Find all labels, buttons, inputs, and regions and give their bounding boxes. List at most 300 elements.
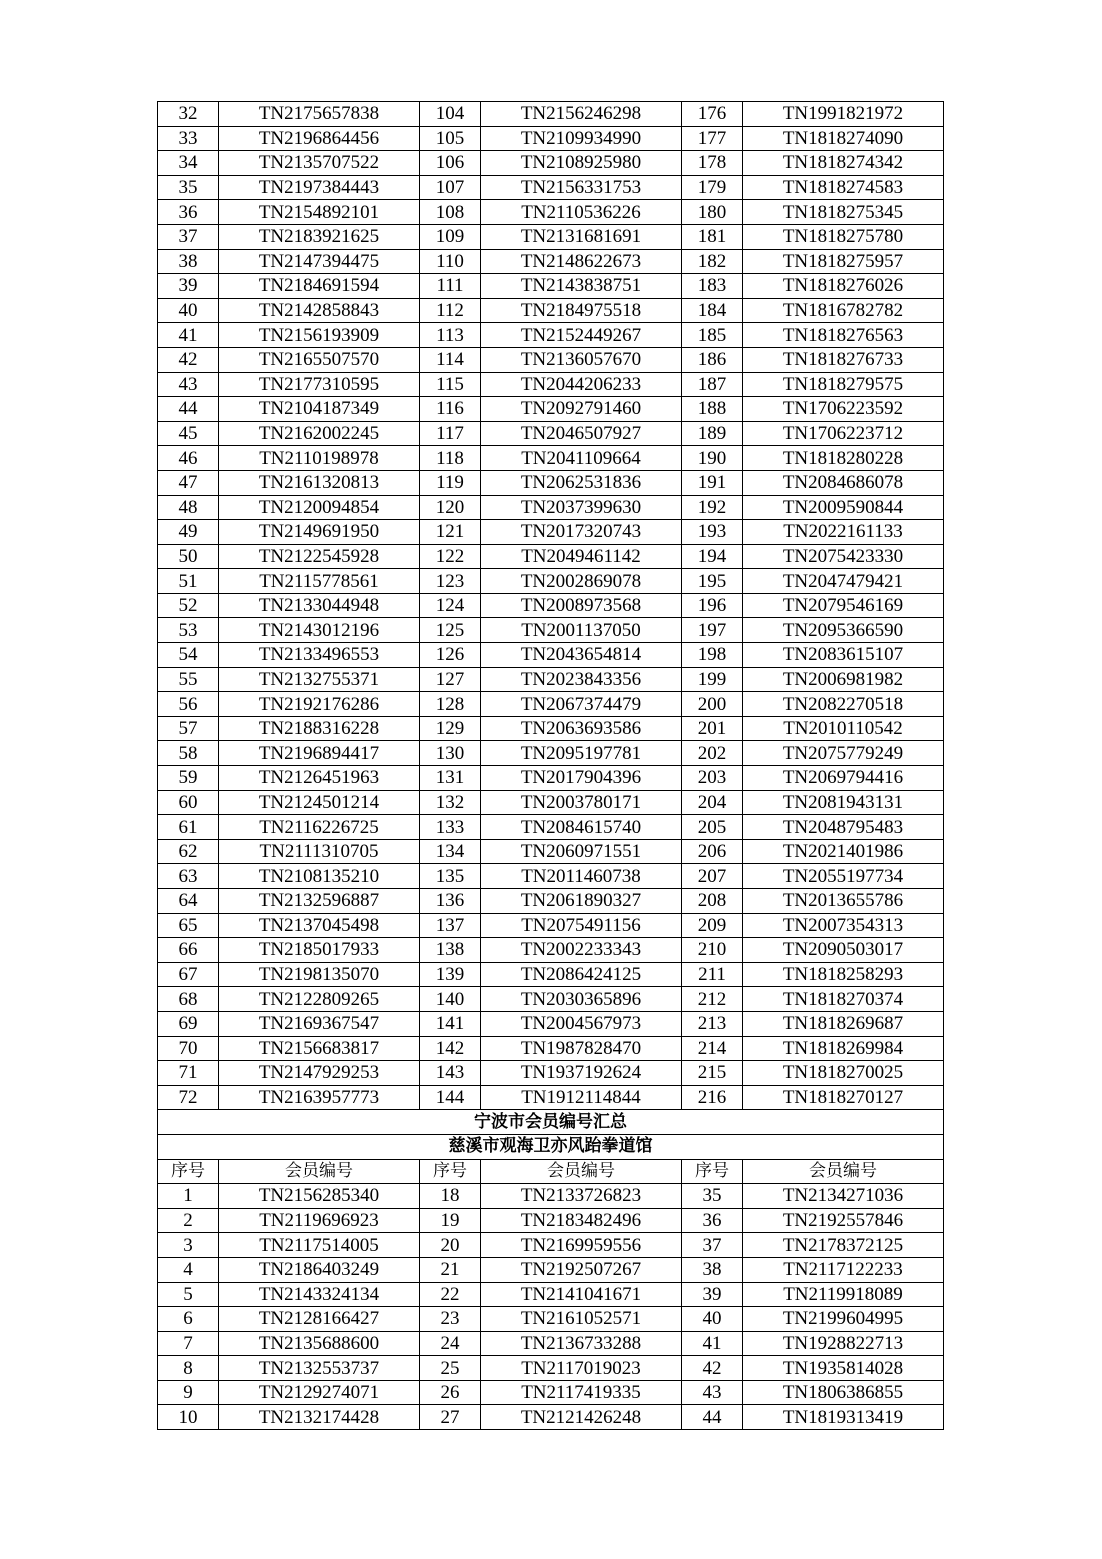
member-number-cell: TN2169959556 (481, 1233, 682, 1258)
member-number-cell: TN2030365896 (481, 987, 682, 1012)
member-number-cell: TN2095197781 (481, 741, 682, 766)
table-row (158, 667, 944, 692)
member-number-cell: TN1818275345 (743, 200, 944, 225)
seq-cell: 24 (420, 1331, 481, 1356)
seq-cell: 184 (682, 298, 743, 323)
member-number-cell: TN2002869078 (481, 569, 682, 594)
table-row (158, 1184, 944, 1209)
seq-cell: 139 (420, 962, 481, 987)
section-title-row (158, 1110, 944, 1135)
table-row (158, 102, 944, 127)
seq-cell: 45 (158, 421, 219, 446)
seq-cell: 199 (682, 667, 743, 692)
member-number-cell: TN2165507570 (219, 347, 420, 372)
table-row (158, 692, 944, 717)
header-seq: 序号 (158, 1159, 219, 1184)
member-number-cell: TN2132174428 (219, 1405, 420, 1430)
table-row (158, 175, 944, 200)
seq-cell: 19 (420, 1208, 481, 1233)
seq-cell: 112 (420, 298, 481, 323)
member-number-cell: TN2183921625 (219, 224, 420, 249)
seq-cell: 216 (682, 1085, 743, 1110)
seq-cell: 182 (682, 249, 743, 274)
seq-cell: 197 (682, 618, 743, 643)
member-number-cell: TN2126451963 (219, 766, 420, 791)
member-number-cell: TN2154892101 (219, 200, 420, 225)
seq-cell: 189 (682, 421, 743, 446)
member-number-cell: TN2110198978 (219, 446, 420, 471)
table-row (158, 397, 944, 422)
member-number-cell: TN2124501214 (219, 790, 420, 815)
seq-cell: 58 (158, 741, 219, 766)
member-number-cell: TN2188316228 (219, 716, 420, 741)
member-number-cell: TN2133726823 (481, 1184, 682, 1209)
seq-cell: 119 (420, 470, 481, 495)
seq-cell: 111 (420, 274, 481, 299)
table-row (158, 372, 944, 397)
member-number-cell: TN2122545928 (219, 544, 420, 569)
seq-cell: 38 (682, 1257, 743, 1282)
seq-cell: 32 (158, 102, 219, 127)
member-number-cell: TN2152449267 (481, 323, 682, 348)
member-number-cell: TN2009590844 (743, 495, 944, 520)
member-number-cell: TN2007354313 (743, 913, 944, 938)
table-row (158, 643, 944, 668)
table-row (158, 913, 944, 938)
seq-cell: 50 (158, 544, 219, 569)
member-number-cell: TN2148622673 (481, 249, 682, 274)
seq-cell: 70 (158, 1036, 219, 1061)
member-number-cell: TN2001137050 (481, 618, 682, 643)
table-body-continued (158, 102, 944, 1110)
seq-cell: 1 (158, 1184, 219, 1209)
member-number-cell: TN2075779249 (743, 741, 944, 766)
seq-cell: 138 (420, 938, 481, 963)
seq-cell: 107 (420, 175, 481, 200)
seq-cell: 120 (420, 495, 481, 520)
seq-cell: 46 (158, 446, 219, 471)
seq-cell: 131 (420, 766, 481, 791)
member-number-cell: TN2192176286 (219, 692, 420, 717)
table-row (158, 520, 944, 545)
member-number-cell: TN2117122233 (743, 1257, 944, 1282)
member-number-cell: TN2169367547 (219, 1011, 420, 1036)
seq-cell: 141 (420, 1011, 481, 1036)
seq-cell: 35 (682, 1184, 743, 1209)
seq-cell: 209 (682, 913, 743, 938)
seq-cell: 60 (158, 790, 219, 815)
seq-cell: 38 (158, 249, 219, 274)
member-number-cell: TN1912114844 (481, 1085, 682, 1110)
seq-cell: 48 (158, 495, 219, 520)
seq-cell: 208 (682, 889, 743, 914)
seq-cell: 132 (420, 790, 481, 815)
member-number-cell: TN2069794416 (743, 766, 944, 791)
seq-cell: 118 (420, 446, 481, 471)
member-number-cell: TN2111310705 (219, 839, 420, 864)
table-row (158, 1405, 944, 1430)
section-subtitle-row (158, 1134, 944, 1159)
seq-cell: 54 (158, 643, 219, 668)
seq-cell: 41 (158, 323, 219, 348)
seq-cell: 36 (158, 200, 219, 225)
seq-cell: 203 (682, 766, 743, 791)
section-header (158, 1110, 944, 1184)
seq-cell: 210 (682, 938, 743, 963)
seq-cell: 21 (420, 1257, 481, 1282)
seq-cell: 215 (682, 1061, 743, 1086)
member-number-cell: TN2128166427 (219, 1307, 420, 1332)
seq-cell: 207 (682, 864, 743, 889)
seq-cell: 122 (420, 544, 481, 569)
member-number-cell: TN2184975518 (481, 298, 682, 323)
seq-cell: 206 (682, 839, 743, 864)
member-number-cell: TN2081943131 (743, 790, 944, 815)
seq-cell: 194 (682, 544, 743, 569)
member-number-cell: TN2055197734 (743, 864, 944, 889)
seq-cell: 40 (158, 298, 219, 323)
member-number-cell: TN2192557846 (743, 1208, 944, 1233)
member-number-cell: TN2082270518 (743, 692, 944, 717)
seq-cell: 204 (682, 790, 743, 815)
seq-cell: 196 (682, 593, 743, 618)
table-row (158, 864, 944, 889)
table-row (158, 1307, 944, 1332)
member-number-cell: TN2137045498 (219, 913, 420, 938)
table-row (158, 421, 944, 446)
seq-cell: 186 (682, 347, 743, 372)
table-row (158, 1233, 944, 1258)
seq-cell: 212 (682, 987, 743, 1012)
member-number-cell: TN1818274583 (743, 175, 944, 200)
member-number-cell: TN2117514005 (219, 1233, 420, 1258)
seq-cell: 179 (682, 175, 743, 200)
seq-cell: 39 (682, 1282, 743, 1307)
member-number-cell: TN1818279575 (743, 372, 944, 397)
seq-cell: 4 (158, 1257, 219, 1282)
member-number-cell: TN1987828470 (481, 1036, 682, 1061)
member-number-cell: TN2086424125 (481, 962, 682, 987)
seq-cell: 10 (158, 1405, 219, 1430)
member-number-cell: TN2011460738 (481, 864, 682, 889)
seq-cell: 192 (682, 495, 743, 520)
seq-cell: 190 (682, 446, 743, 471)
seq-cell: 63 (158, 864, 219, 889)
member-number-cell: TN2133496553 (219, 643, 420, 668)
table-row (158, 544, 944, 569)
member-number-cell: TN2083615107 (743, 643, 944, 668)
table-row (158, 1085, 944, 1110)
seq-cell: 37 (158, 224, 219, 249)
seq-cell: 108 (420, 200, 481, 225)
seq-cell: 104 (420, 102, 481, 127)
seq-cell: 202 (682, 741, 743, 766)
member-number-cell: TN2084615740 (481, 815, 682, 840)
member-number-cell: TN1935814028 (743, 1356, 944, 1381)
member-number-cell: TN2043654814 (481, 643, 682, 668)
member-number-cell: TN2017320743 (481, 520, 682, 545)
seq-cell: 136 (420, 889, 481, 914)
member-number-cell: TN1928822713 (743, 1331, 944, 1356)
member-number-cell: TN2122809265 (219, 987, 420, 1012)
seq-cell: 51 (158, 569, 219, 594)
seq-cell: 183 (682, 274, 743, 299)
member-number-cell: TN1818274342 (743, 151, 944, 176)
member-number-cell: TN2044206233 (481, 372, 682, 397)
seq-cell: 201 (682, 716, 743, 741)
column-header-row (158, 1159, 944, 1184)
seq-cell: 59 (158, 766, 219, 791)
seq-cell: 181 (682, 224, 743, 249)
seq-cell: 62 (158, 839, 219, 864)
table-row (158, 815, 944, 840)
seq-cell: 53 (158, 618, 219, 643)
seq-cell: 129 (420, 716, 481, 741)
table-row (158, 593, 944, 618)
table-row (158, 446, 944, 471)
header-member-no: 会员编号 (743, 1159, 944, 1184)
seq-cell: 35 (158, 175, 219, 200)
table-row (158, 323, 944, 348)
member-number-cell: TN1991821972 (743, 102, 944, 127)
table-row (158, 126, 944, 151)
member-number-cell: TN2156246298 (481, 102, 682, 127)
member-number-cell: TN2136057670 (481, 347, 682, 372)
member-number-cell: TN2184691594 (219, 274, 420, 299)
seq-cell: 105 (420, 126, 481, 151)
member-number-cell: TN2108135210 (219, 864, 420, 889)
member-number-cell: TN2141041671 (481, 1282, 682, 1307)
member-number-cell: TN2090503017 (743, 938, 944, 963)
member-number-cell: TN2161320813 (219, 470, 420, 495)
member-number-cell: TN1818276733 (743, 347, 944, 372)
seq-cell: 177 (682, 126, 743, 151)
member-number-cell: TN2196894417 (219, 741, 420, 766)
member-number-cell: TN2131681691 (481, 224, 682, 249)
member-number-cell: TN1937192624 (481, 1061, 682, 1086)
section-title: 宁波市会员编号汇总 (158, 1110, 944, 1135)
member-number-cell: TN2062531836 (481, 470, 682, 495)
table-row (158, 938, 944, 963)
table-row (158, 1208, 944, 1233)
member-number-cell: TN2156331753 (481, 175, 682, 200)
seq-cell: 55 (158, 667, 219, 692)
member-number-cell: TN2142858843 (219, 298, 420, 323)
seq-cell: 43 (682, 1380, 743, 1405)
seq-cell: 57 (158, 716, 219, 741)
seq-cell: 20 (420, 1233, 481, 1258)
member-number-cell: TN1818270127 (743, 1085, 944, 1110)
member-number-cell: TN1706223592 (743, 397, 944, 422)
header-member-no: 会员编号 (219, 1159, 420, 1184)
member-number-cell: TN2104187349 (219, 397, 420, 422)
member-number-cell: TN2084686078 (743, 470, 944, 495)
table-row (158, 1061, 944, 1086)
table-row (158, 987, 944, 1012)
member-number-cell: TN2156683817 (219, 1036, 420, 1061)
member-number-cell: TN1816782782 (743, 298, 944, 323)
seq-cell: 44 (682, 1405, 743, 1430)
member-number-cell: TN2017904396 (481, 766, 682, 791)
member-number-cell: TN2132553737 (219, 1356, 420, 1381)
member-number-cell: TN2013655786 (743, 889, 944, 914)
member-number-cell: TN2177310595 (219, 372, 420, 397)
seq-cell: 193 (682, 520, 743, 545)
member-number-cell: TN2079546169 (743, 593, 944, 618)
seq-cell: 8 (158, 1356, 219, 1381)
seq-cell: 36 (682, 1208, 743, 1233)
seq-cell: 117 (420, 421, 481, 446)
seq-cell: 214 (682, 1036, 743, 1061)
member-number-cell: TN2061890327 (481, 889, 682, 914)
member-number-table (157, 101, 944, 1430)
seq-cell: 185 (682, 323, 743, 348)
seq-cell: 47 (158, 470, 219, 495)
member-number-cell: TN2119918089 (743, 1282, 944, 1307)
seq-cell: 125 (420, 618, 481, 643)
member-number-cell: TN2022161133 (743, 520, 944, 545)
member-number-cell: TN2196864456 (219, 126, 420, 151)
member-number-cell: TN1818274090 (743, 126, 944, 151)
seq-cell: 187 (682, 372, 743, 397)
table-row (158, 151, 944, 176)
table-row (158, 224, 944, 249)
seq-cell: 42 (158, 347, 219, 372)
member-number-cell: TN2135707522 (219, 151, 420, 176)
table-row (158, 200, 944, 225)
member-number-cell: TN2003780171 (481, 790, 682, 815)
member-number-cell: TN1818275957 (743, 249, 944, 274)
member-number-cell: TN2183482496 (481, 1208, 682, 1233)
member-number-cell: TN2135688600 (219, 1331, 420, 1356)
member-number-document (157, 101, 943, 1430)
seq-cell: 6 (158, 1307, 219, 1332)
table-row (158, 1036, 944, 1061)
member-number-cell: TN2046507927 (481, 421, 682, 446)
member-number-cell: TN2048795483 (743, 815, 944, 840)
table-row (158, 274, 944, 299)
seq-cell: 211 (682, 962, 743, 987)
member-number-cell: TN2197384443 (219, 175, 420, 200)
member-number-cell: TN2063693586 (481, 716, 682, 741)
seq-cell: 71 (158, 1061, 219, 1086)
seq-cell: 72 (158, 1085, 219, 1110)
member-number-cell: TN2163957773 (219, 1085, 420, 1110)
member-number-cell: TN2095366590 (743, 618, 944, 643)
seq-cell: 40 (682, 1307, 743, 1332)
table-row (158, 766, 944, 791)
seq-cell: 41 (682, 1331, 743, 1356)
member-number-cell: TN2132755371 (219, 667, 420, 692)
table-row (158, 1356, 944, 1381)
table-row (158, 1011, 944, 1036)
member-number-cell: TN2136733288 (481, 1331, 682, 1356)
seq-cell: 109 (420, 224, 481, 249)
seq-cell: 33 (158, 126, 219, 151)
seq-cell: 49 (158, 520, 219, 545)
member-number-cell: TN2110536226 (481, 200, 682, 225)
table-row (158, 618, 944, 643)
member-number-cell: TN2002233343 (481, 938, 682, 963)
member-number-cell: TN2116226725 (219, 815, 420, 840)
member-number-cell: TN2198135070 (219, 962, 420, 987)
member-number-cell: TN2023843356 (481, 667, 682, 692)
member-number-cell: TN2021401986 (743, 839, 944, 864)
seq-cell: 42 (682, 1356, 743, 1381)
seq-cell: 65 (158, 913, 219, 938)
seq-cell: 178 (682, 151, 743, 176)
seq-cell: 69 (158, 1011, 219, 1036)
table-row (158, 298, 944, 323)
seq-cell: 23 (420, 1307, 481, 1332)
member-number-cell: TN1818270374 (743, 987, 944, 1012)
seq-cell: 128 (420, 692, 481, 717)
member-number-cell: TN2119696923 (219, 1208, 420, 1233)
member-number-cell: TN2115778561 (219, 569, 420, 594)
member-number-cell: TN1819313419 (743, 1405, 944, 1430)
seq-cell: 133 (420, 815, 481, 840)
table-row (158, 1331, 944, 1356)
seq-cell: 124 (420, 593, 481, 618)
seq-cell: 137 (420, 913, 481, 938)
seq-cell: 37 (682, 1233, 743, 1258)
member-number-cell: TN2117419335 (481, 1380, 682, 1405)
member-number-cell: TN2147929253 (219, 1061, 420, 1086)
member-number-cell: TN2117019023 (481, 1356, 682, 1381)
seq-cell: 114 (420, 347, 481, 372)
seq-cell: 34 (158, 151, 219, 176)
seq-cell: 142 (420, 1036, 481, 1061)
seq-cell: 106 (420, 151, 481, 176)
seq-cell: 200 (682, 692, 743, 717)
member-number-cell: TN2006981982 (743, 667, 944, 692)
member-number-cell: TN2092791460 (481, 397, 682, 422)
seq-cell: 5 (158, 1282, 219, 1307)
seq-cell: 25 (420, 1356, 481, 1381)
member-number-cell: TN2143012196 (219, 618, 420, 643)
seq-cell: 191 (682, 470, 743, 495)
table-row (158, 741, 944, 766)
member-number-cell: TN2192507267 (481, 1257, 682, 1282)
seq-cell: 7 (158, 1331, 219, 1356)
seq-cell: 61 (158, 815, 219, 840)
seq-cell: 115 (420, 372, 481, 397)
table-row (158, 347, 944, 372)
seq-cell: 68 (158, 987, 219, 1012)
table-row (158, 1257, 944, 1282)
seq-cell: 26 (420, 1380, 481, 1405)
seq-cell: 121 (420, 520, 481, 545)
member-number-cell: TN1818269984 (743, 1036, 944, 1061)
member-number-cell: TN2175657838 (219, 102, 420, 127)
member-number-cell: TN2156285340 (219, 1184, 420, 1209)
seq-cell: 205 (682, 815, 743, 840)
seq-cell: 113 (420, 323, 481, 348)
table-row (158, 249, 944, 274)
member-number-cell: TN2109934990 (481, 126, 682, 151)
seq-cell: 180 (682, 200, 743, 225)
seq-cell: 39 (158, 274, 219, 299)
member-number-cell: TN1818280228 (743, 446, 944, 471)
member-number-cell: TN2037399630 (481, 495, 682, 520)
seq-cell: 123 (420, 569, 481, 594)
member-number-cell: TN2075423330 (743, 544, 944, 569)
member-number-cell: TN2010110542 (743, 716, 944, 741)
member-number-cell: TN1818276026 (743, 274, 944, 299)
member-number-cell: TN2186403249 (219, 1257, 420, 1282)
seq-cell: 18 (420, 1184, 481, 1209)
seq-cell: 127 (420, 667, 481, 692)
